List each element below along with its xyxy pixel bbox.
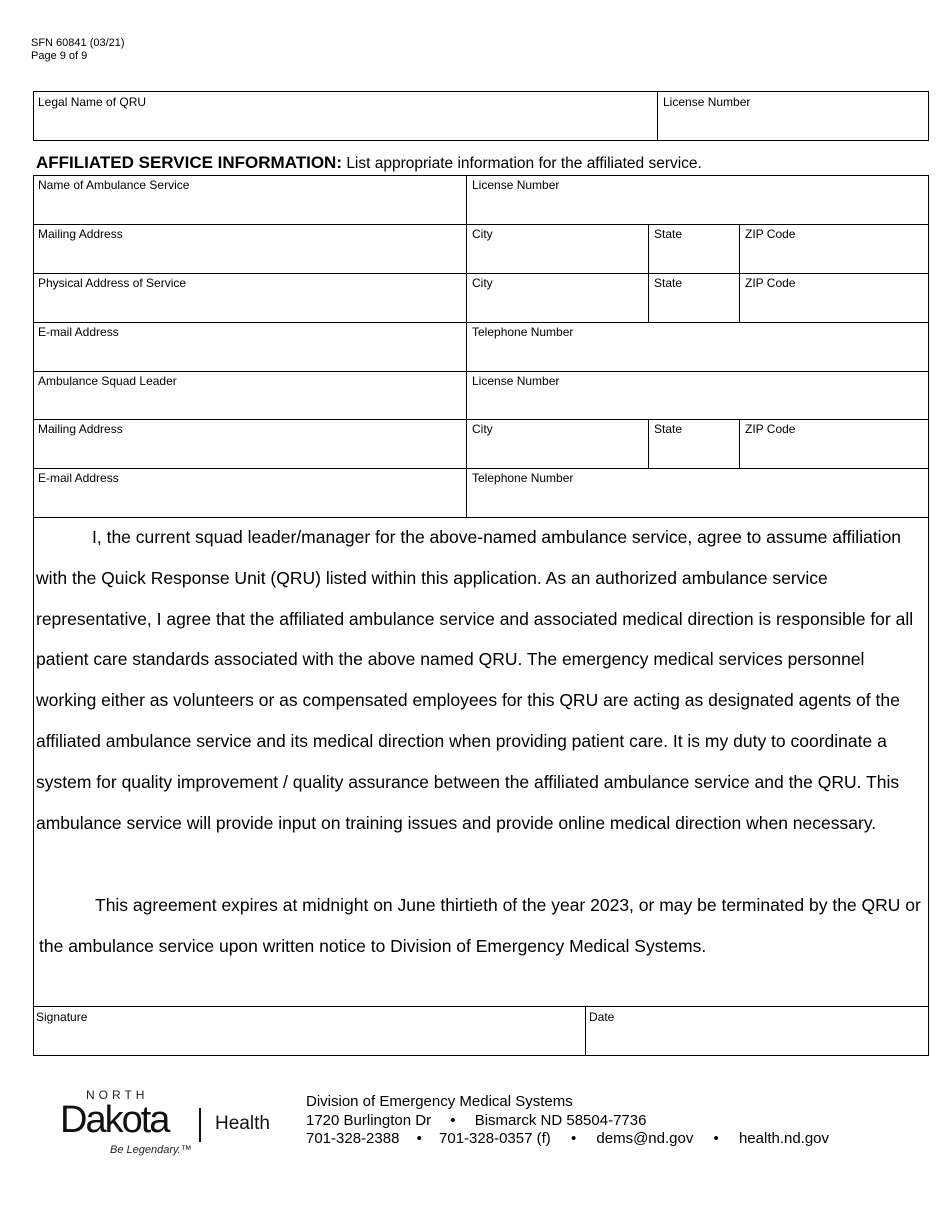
physical-zip-label: ZIP Code: [745, 276, 796, 290]
service-mailing-state-field[interactable]: [649, 224, 739, 273]
form-number: SFN 60841 (03/21): [31, 37, 125, 49]
physical-address-label: Physical Address of Service: [38, 276, 187, 290]
leader-state-field[interactable]: [649, 419, 739, 468]
squad-leader-field[interactable]: [33, 371, 466, 419]
footer-bullet-4: •: [713, 1130, 719, 1147]
footer-street: 1720 Burlington Dr: [306, 1112, 432, 1129]
service-mailing-city-label: City: [472, 227, 493, 241]
leader-state-label: State: [654, 422, 683, 436]
section-title: [36, 153, 702, 173]
logo-north: NORTH: [86, 1088, 149, 1102]
footer-bullet-1: •: [450, 1112, 456, 1129]
leader-city-label: City: [472, 422, 493, 436]
service-phone-label: Telephone Number: [472, 325, 574, 339]
service-mailing-zip-field[interactable]: [740, 224, 929, 273]
leader-zip-label: ZIP Code: [745, 422, 796, 436]
nd-health-logo: [60, 1088, 280, 1163]
leader-license-label: License Number: [472, 374, 560, 388]
service-email-label: E-mail Address: [38, 325, 119, 339]
logo-tagline: Be Legendary.™: [110, 1144, 192, 1156]
service-mailing-address-field[interactable]: [33, 224, 466, 273]
leader-license-field[interactable]: [467, 371, 929, 419]
signature-label: Signature: [36, 1010, 88, 1024]
service-license-label: License Number: [472, 178, 560, 192]
footer-phone: 701-328-2388: [306, 1130, 400, 1147]
page-number: Page 9 of 9: [31, 50, 88, 62]
footer-contact-line: [306, 1129, 829, 1148]
physical-state-field[interactable]: [649, 273, 739, 322]
footer-website[interactable]: health.nd.gov: [738, 1130, 830, 1147]
service-email-field[interactable]: [33, 322, 466, 371]
squad-leader-label: Ambulance Squad Leader: [38, 374, 177, 388]
physical-address-field[interactable]: [33, 273, 466, 322]
leader-phone-field[interactable]: [467, 468, 929, 517]
logo-dakota: Dakota: [60, 1099, 169, 1141]
date-field[interactable]: [586, 1007, 928, 1055]
section-heading: AFFILIATED SERVICE INFORMATION:: [36, 153, 342, 172]
footer-bullet-2: •: [416, 1130, 422, 1147]
physical-city-label: City: [472, 276, 493, 290]
leader-phone-label: Telephone Number: [472, 471, 574, 485]
leader-email-field[interactable]: [33, 468, 466, 517]
service-license-field[interactable]: [467, 175, 929, 224]
footer-bullet-3: •: [570, 1130, 577, 1147]
leader-city-field[interactable]: [467, 419, 648, 468]
footer-address-line: [306, 1111, 646, 1130]
qru-license-label: License Number: [663, 95, 751, 109]
leader-mailing-address-field[interactable]: [33, 419, 466, 468]
service-phone-field[interactable]: [467, 322, 929, 371]
footer-email[interactable]: dems@nd.gov: [596, 1130, 694, 1147]
logo-divider: [199, 1108, 201, 1142]
legal-name-label: Legal Name of QRU: [38, 95, 147, 109]
leader-zip-field[interactable]: [740, 419, 929, 468]
footer-fax: 701-328-0357 (f): [439, 1130, 551, 1147]
qru-license-field[interactable]: [658, 92, 928, 140]
service-mailing-zip-label: ZIP Code: [745, 227, 796, 241]
leader-mailing-address-label: Mailing Address: [38, 422, 123, 436]
ambulance-service-name-field[interactable]: [33, 175, 466, 224]
service-mailing-address-label: Mailing Address: [38, 227, 123, 241]
agreement-paragraph-2: This agreement expires at midnight on June thirtieth of the year 2023, or may be terminated by the QRU or the ambulance service upon written notice to Division of Emergency Medical Systems.: [39, 895, 921, 956]
service-mailing-state-label: State: [654, 227, 683, 241]
date-label: Date: [589, 1010, 615, 1024]
footer-division: Division of Emergency Medical Systems: [306, 1093, 573, 1110]
agreement-paragraph-1: I, the current squad leader/manager for the above-named ambulance service, agree to assume affiliation with the Quick Response Unit (QRU) listed within this application. As an authorized ambulance service representative, I agree that the affiliated ambulance service and associated medical direction is responsible for all patient care standards associated with the above named QRU. The emergency medical services personnel working either as volunteers or as compensated employees for this QRU are acting as designated agents of the affiliated ambulance service and its medical direction when providing patient care. It is my duty to coordinate a system for quality improvement / quality assurance between the affiliated ambulance service and the QRU. This ambulance service will provide input on training issues and provide online medical direction when necessary.: [36, 527, 914, 833]
legal-name-field[interactable]: [33, 92, 657, 140]
leader-email-label: E-mail Address: [38, 471, 119, 485]
physical-state-label: State: [654, 276, 683, 290]
physical-city-field[interactable]: [467, 273, 648, 322]
physical-zip-field[interactable]: [740, 273, 929, 322]
service-mailing-city-field[interactable]: [467, 224, 648, 273]
signature-field[interactable]: [33, 1007, 585, 1055]
logo-health: Health: [215, 1113, 270, 1134]
section-instruction: List appropriate information for the affiliated service.: [346, 155, 702, 172]
ambulance-service-name-label: Name of Ambulance Service: [38, 178, 190, 192]
footer-city: Bismarck ND 58504-7736: [474, 1112, 647, 1129]
